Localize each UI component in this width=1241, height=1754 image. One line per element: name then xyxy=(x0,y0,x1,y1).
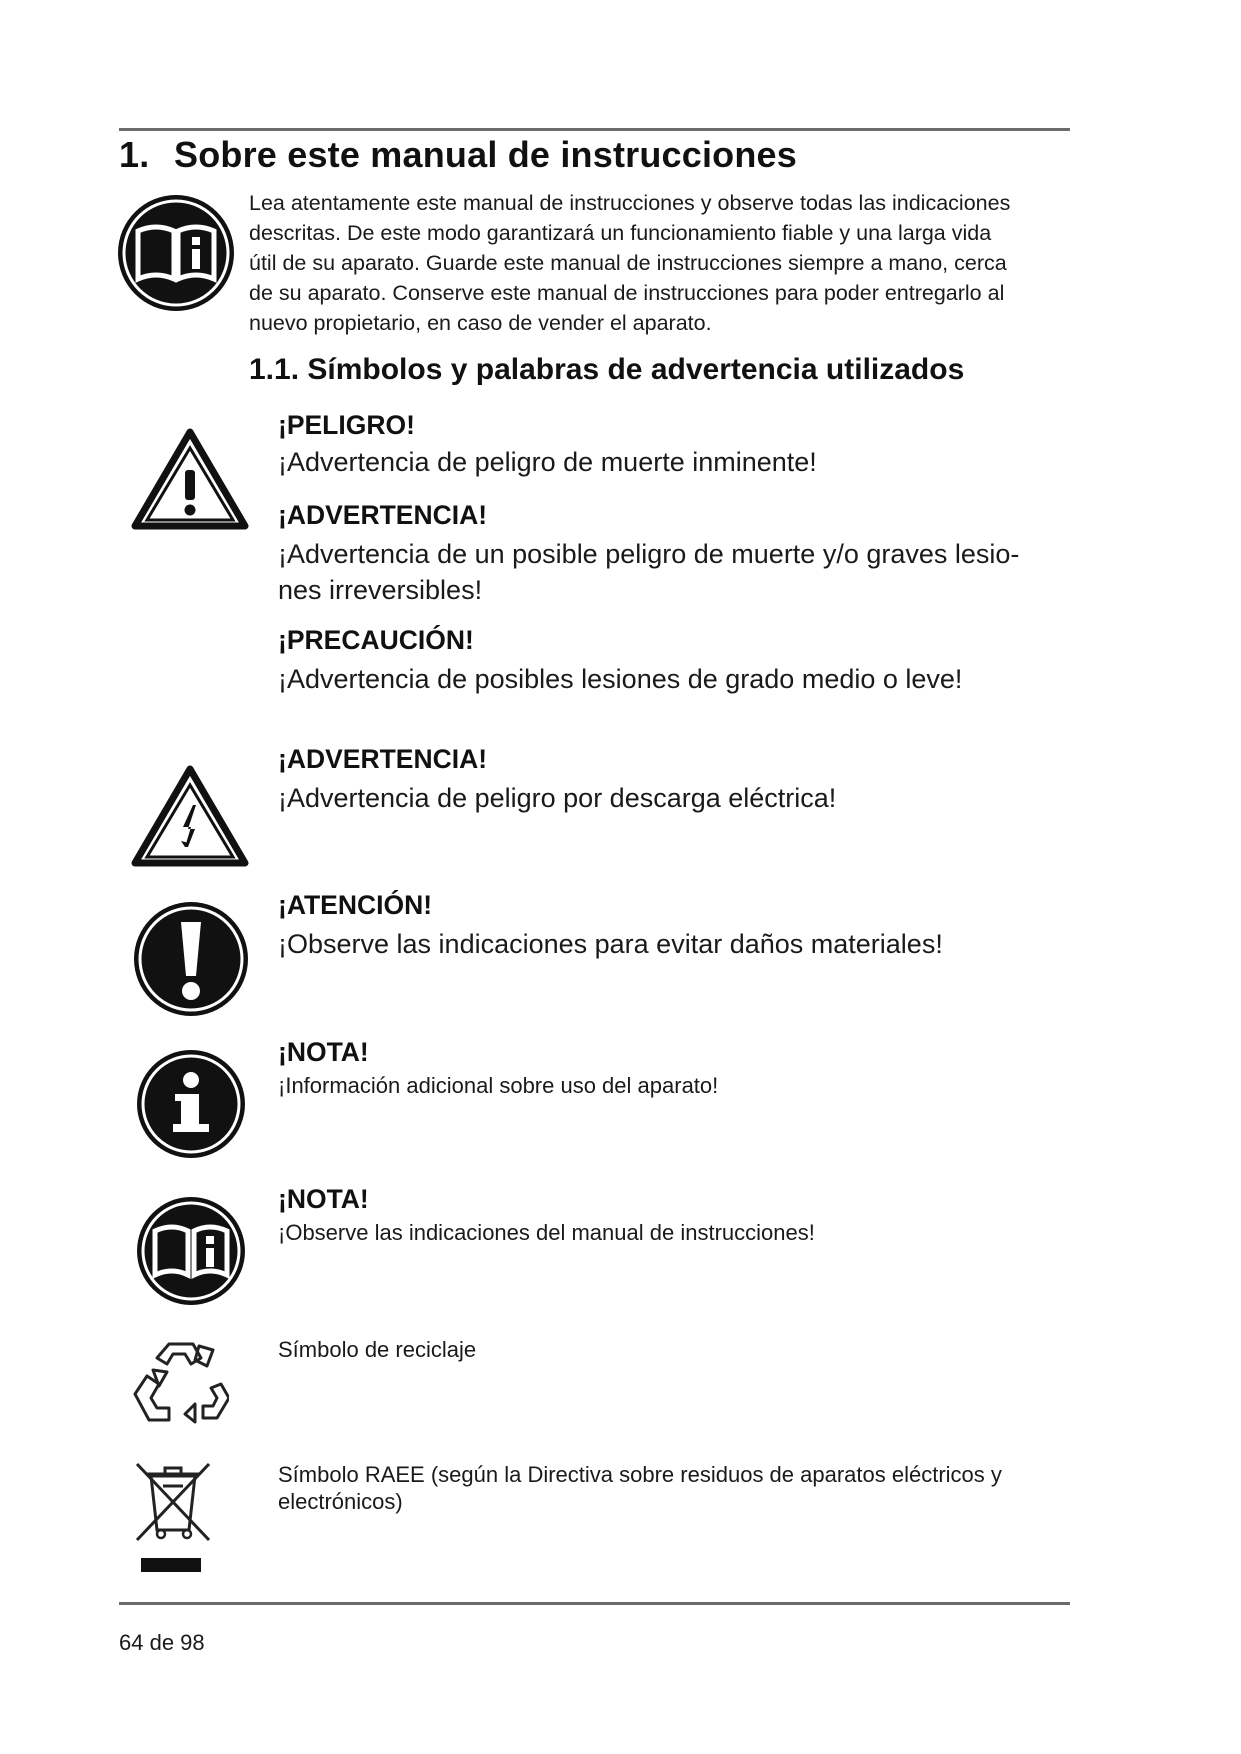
warning-triangle-icon xyxy=(131,428,249,530)
text-advertencia-line: ¡Advertencia de un posible peligro de muerte y/o graves lesio- xyxy=(278,539,1020,569)
info-icon xyxy=(135,1048,247,1160)
intro-line: útil de su aparato. Guarde este manual de instrucciones siempre a mano, cerca xyxy=(249,251,1007,275)
signal-word-nota-info: ¡NOTA! xyxy=(278,1037,369,1067)
signal-word-peligro: ¡PELIGRO! xyxy=(278,410,415,440)
manual-icon xyxy=(116,193,236,313)
text-raee-line: electrónicos) xyxy=(278,1489,403,1514)
intro-paragraph xyxy=(249,188,1079,338)
text-raee-line: Símbolo RAEE (según la Directiva sobre residuos de aparatos eléctricos y xyxy=(278,1462,1002,1487)
bottom-rule xyxy=(119,1602,1070,1605)
text-reciclaje: Símbolo de reciclaje xyxy=(278,1337,477,1362)
text-nota-info: ¡Información adicional sobre uso del aparato! xyxy=(278,1073,719,1098)
recycle-icon xyxy=(133,1340,229,1430)
exclamation-icon xyxy=(132,900,250,1018)
intro-line: de su aparato. Conserve este manual de instrucciones para poder entregarlo al xyxy=(249,281,1005,305)
signal-word-electrica: ¡ADVERTENCIA! xyxy=(278,744,488,774)
text-advertencia xyxy=(278,536,1019,608)
signal-word-precaucion: ¡PRECAUCIÓN! xyxy=(278,625,474,655)
text-advertencia-line: nes irreversibles! xyxy=(278,575,483,605)
signal-word-nota-manual: ¡NOTA! xyxy=(278,1184,369,1214)
text-nota-manual: ¡Observe las indicaciones del manual de instrucciones! xyxy=(278,1220,815,1245)
electric-shock-icon xyxy=(131,765,249,867)
weee-bin-icon xyxy=(133,1460,213,1576)
page-number: 64 de 98 xyxy=(119,1630,205,1655)
text-atencion: ¡Observe las indicaciones para evitar daños materiales! xyxy=(278,929,943,959)
intro-line: nuevo propietario, en caso de vender el aparato. xyxy=(249,311,712,335)
page-title xyxy=(119,134,797,176)
text-electrica: ¡Advertencia de peligro por descarga eléctrica! xyxy=(278,783,837,813)
section-number: 1. xyxy=(119,134,150,175)
text-peligro: ¡Advertencia de peligro de muerte inminente! xyxy=(278,447,817,477)
section-title: Sobre este manual de instrucciones xyxy=(174,134,798,175)
intro-line: descritas. De este modo garantizará un funcionamiento fiable y una larga vida xyxy=(249,221,992,245)
signal-word-advertencia: ¡ADVERTENCIA! xyxy=(278,500,488,530)
top-rule xyxy=(119,128,1070,131)
manual-icon xyxy=(135,1195,247,1307)
signal-word-atencion: ¡ATENCIÓN! xyxy=(278,890,433,920)
text-raee xyxy=(278,1461,1002,1515)
text-precaucion: ¡Advertencia de posibles lesiones de grado medio o leve! xyxy=(278,664,963,694)
subsection-title: 1.1. Símbolos y palabras de advertencia utilizados xyxy=(249,353,965,386)
intro-line: Lea atentamente este manual de instrucciones y observe todas las indicaciones xyxy=(249,191,1011,215)
